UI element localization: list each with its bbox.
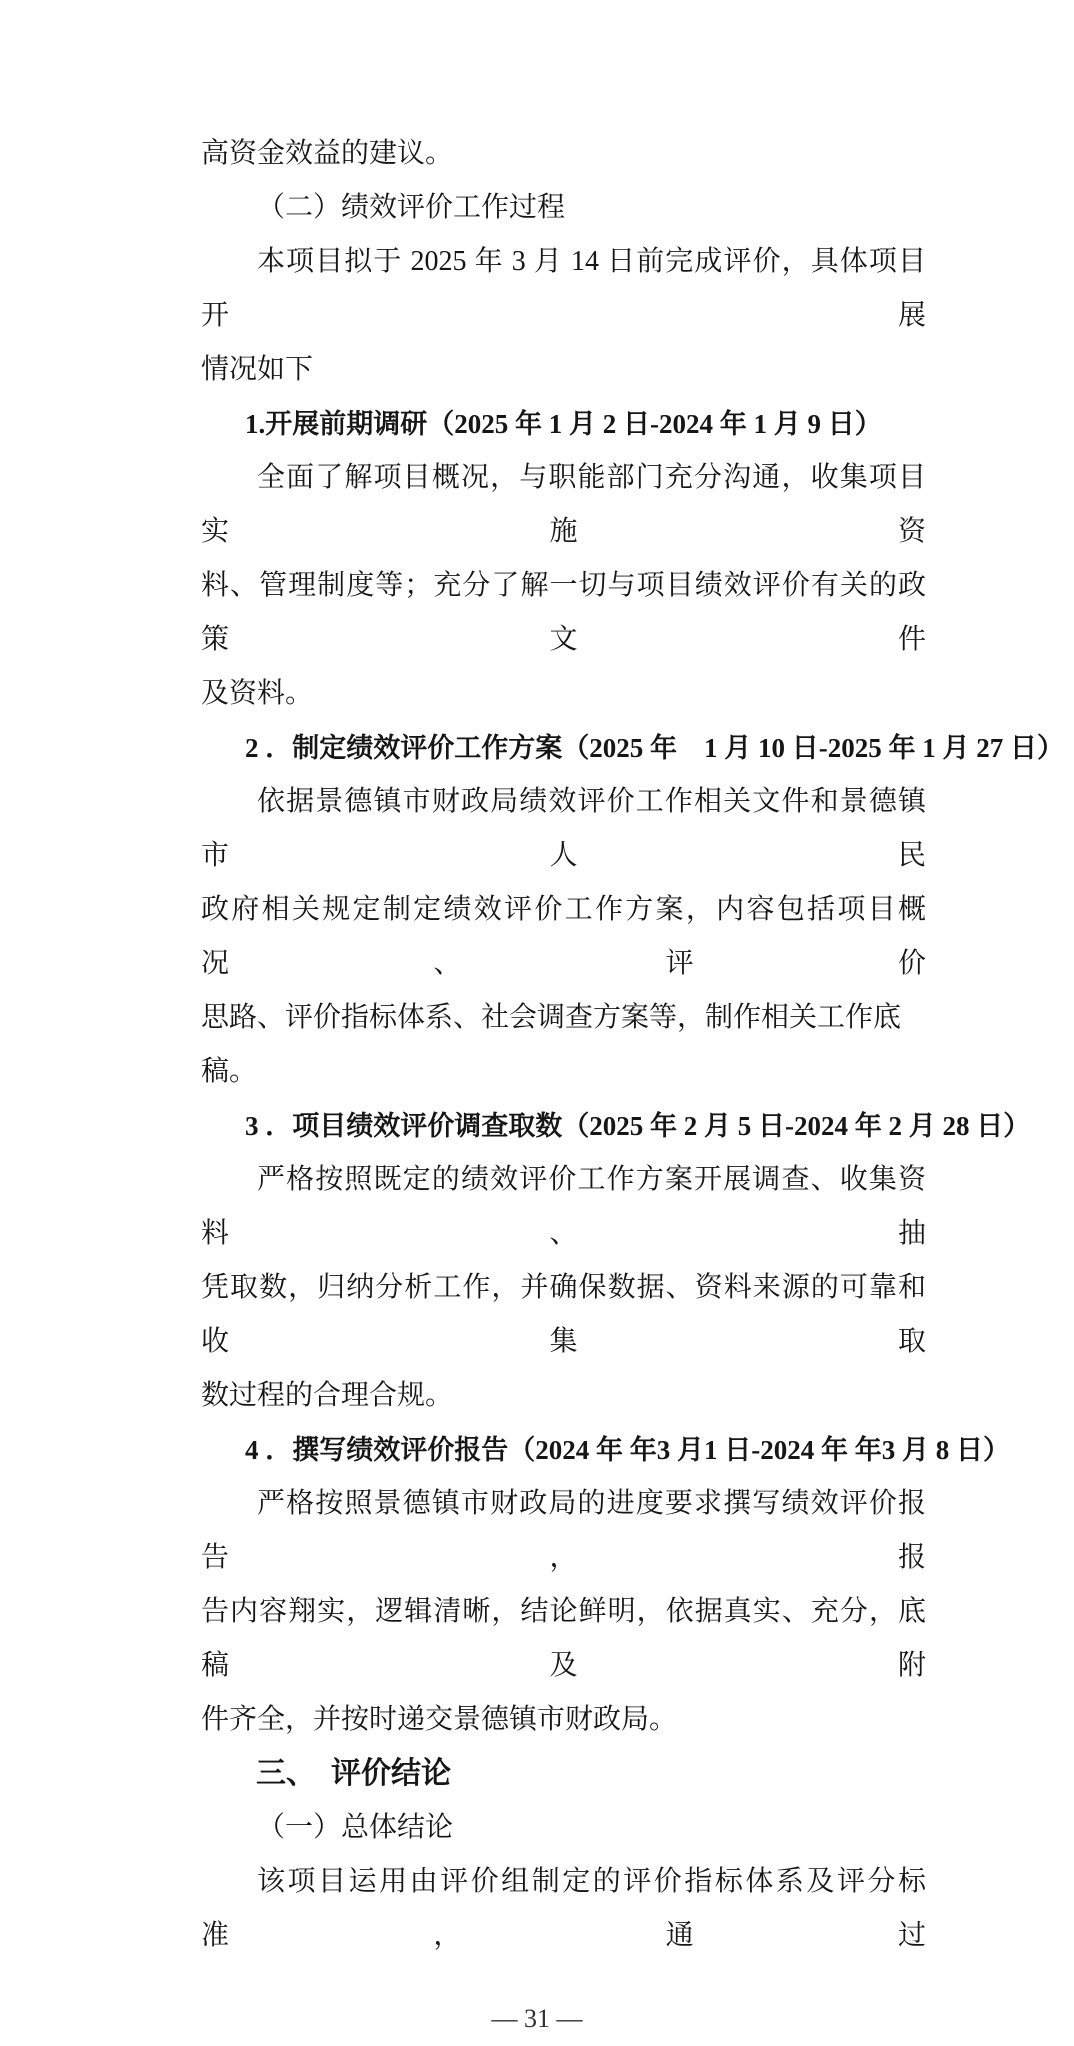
page-footer bbox=[0, 1992, 1074, 2046]
paragraph-line: 全面了解项目概况，与职能部门充分沟通，收集项目实施资 bbox=[201, 462, 926, 547]
paragraph-line: 料、管理制度等；充分了解一切与项目绩效评价有关的政策文件 bbox=[201, 570, 926, 655]
paragraph-line: 数过程的合理合规。 bbox=[201, 1380, 454, 1411]
paragraph-continuation-line: 高资金效益的建议。 bbox=[201, 138, 454, 169]
paragraph-line: 情况如下 bbox=[201, 354, 314, 385]
paragraph-line: 思路、评价指标体系、社会调查方案等，制作相关工作底稿。 bbox=[201, 1002, 902, 1087]
step-heading-3: 3 ．项目绩效评价调查取数（2025 年 2 月 5 日-2024 年 2 月 28 日） bbox=[245, 1111, 1031, 1141]
subsection-heading-2: （二）绩效评价工作过程 bbox=[257, 192, 566, 223]
step-heading-1: 1.开展前期调研（2025 年 1 月 2 日-2024 年 1 月 9 日） bbox=[245, 409, 882, 439]
subsection-heading-1: （一）总体结论 bbox=[257, 1812, 454, 1843]
paragraph-line: 政府相关规定制定绩效评价工作方案，内容包括项目概况、评价 bbox=[201, 894, 926, 979]
paragraph-line: 严格按照既定的绩效评价工作方案开展调查、收集资料、抽 bbox=[201, 1164, 926, 1249]
page-number: — 31 — bbox=[491, 2004, 583, 2033]
paragraph-line: 严格按照景德镇市财政局的进度要求撰写绩效评价报告，报 bbox=[201, 1488, 926, 1573]
paragraph-line: 依据景德镇市财政局绩效评价工作相关文件和景德镇市人民 bbox=[201, 786, 926, 871]
paragraph-line: 凭取数，归纳分析工作，并确保数据、资料来源的可靠和收集取 bbox=[201, 1272, 926, 1357]
section-heading-3: 三、 评价结论 bbox=[256, 1757, 451, 1790]
paragraph-line: 告内容翔实，逻辑清晰，结论鲜明，依据真实、充分，底稿及附 bbox=[201, 1596, 926, 1681]
step-heading-2: 2 ．制定绩效评价工作方案（2025 年 1 月 10 日-2025 年 1 月 27 日） bbox=[245, 733, 1064, 763]
paragraph-line: 件齐全，并按时递交景德镇市财政局。 bbox=[201, 1704, 678, 1735]
step-heading-4: 4 ．撰写绩效评价报告（2024 年 年3 月1 日-2024 年 年3 月 8 日） bbox=[245, 1435, 1010, 1465]
paragraph-line: 本项目拟于 2025 年 3 月 14 日前完成评价，具体项目开展 bbox=[201, 246, 926, 331]
paragraph-line: 及资料。 bbox=[201, 678, 314, 709]
paragraph-line: 该项目运用由评价组制定的评价指标体系及评分标准，通过 bbox=[201, 1866, 926, 1951]
